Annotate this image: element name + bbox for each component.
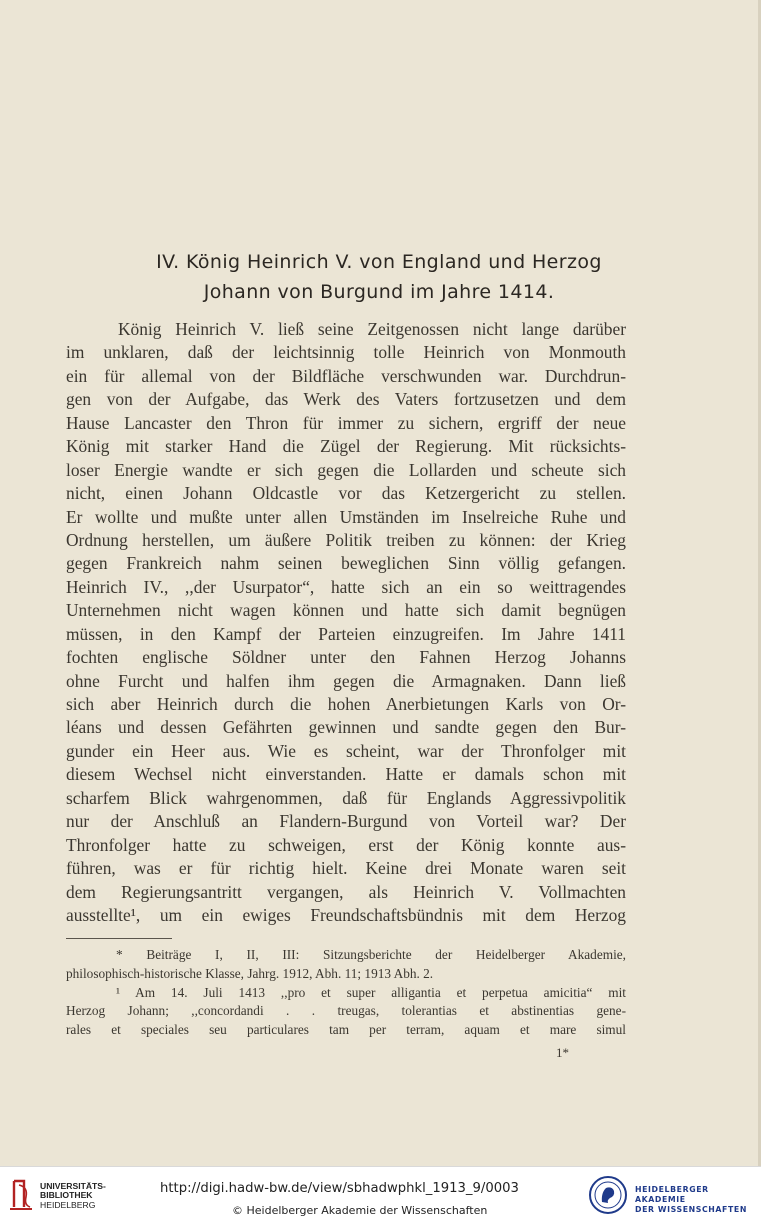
body-line: nur der Anschluß an Flandern-Burgund von Vorteil war? Der [66,811,626,832]
body-line: König mit starker Hand die Zügel der Regierung. Mit rücksichts- [66,436,626,457]
body-line: ein für allemal von der Bildfläche verschwunden war. Durchdrun- [66,365,626,386]
printer-signature: 1* [556,1045,569,1060]
university-library-name [40,1182,106,1210]
copyright-notice: © Heidelberger Akademie der Wissenschaften [232,1204,488,1217]
body-line: dem Regierungsantritt vergangen, als Heinrich V. Vollmachten [66,881,626,902]
body-line: Er wollte und mußte unter allen Umständen im Inselreiche Ruhe und [66,506,626,527]
footnote-line: philosophisch-historische Klasse, Jahrg. 1912, Abh. 11; 1913 Abh. 2. [66,965,434,981]
university-library-logo-icon[interactable] [6,1177,36,1213]
footnote-line: rales et speciales seu particulares tam per terram, aquam et mare simul [66,1022,626,1038]
academy-name [635,1185,761,1215]
body-line: führen, was er für richtig hielt. Keine drei Monate waren seit [66,858,626,879]
body-line: léans und dessen Gefährten gewinnen und sandte gegen den Bur- [66,717,626,738]
academy-seal-icon[interactable] [588,1175,628,1215]
body-line: diesem Wechsel nicht einverstanden. Hatte er damals schon mit [66,764,626,785]
body-line: loser Energie wandte er sich gegen die Lollarden und scheute sich [66,459,626,480]
body-line: Ordnung herstellen, um äußere Politik treiben zu können: der Krieg [66,529,626,550]
body-line: fochten englische Söldner unter den Fahnen Herzog Johanns [66,647,626,668]
footnotes [66,946,626,1040]
footnote-line: * Beiträge I, II, III: Sitzungsberichte der Heidelberger Akademie, [116,947,626,962]
viewer-footer [0,1166,761,1224]
body-line: gegen Frankreich nahm seinen beweglichen Sinn völlig gefangen. [66,553,626,574]
library-name-line: HEIDELBERG [40,1199,96,1210]
body-line: nicht, einen Johann Oldcastle vor das Ketzergericht zu stellen. [66,483,626,504]
body-line: ausstellte¹, um ein ewiges Freundschaftsbündnis mit dem Herzog [66,904,626,925]
body-line: Thronfolger hatte zu schweigen, erst der König konnte aus- [66,834,626,855]
body-line: scharfem Blick wahrgenommen, daß für Englands Aggressivpolitik [66,787,626,808]
chapter-heading-line-1: IV. König Heinrich V. von England und Herzog [156,251,602,273]
library-name-line: UNIVERSITÄTS- [40,1181,106,1191]
body-line: gen von der Aufgabe, das Werk des Vaters fortzusetzen und dem [66,389,626,410]
footnote-divider [66,938,172,939]
body-line: im unklaren, daß der leichtsinnig tolle Heinrich von Monmouth [66,342,626,363]
body-line: müssen, in den Kampf der Parteien einzugreifen. Im Jahre 1411 [66,623,626,644]
library-name-line: BIBLIOTHEK [40,1190,93,1201]
body-line: Hause Lancaster den Thron für immer zu sichern, ergriff der neue [66,412,626,433]
footnote-line: ¹ Am 14. Juli 1413 ,,pro et super alligantia et perpetua amicitia“ mit [116,984,626,1000]
academy-name-line: DER WISSENSCHAFTEN [635,1205,747,1214]
body-line: ohne Furcht und halfen ihm gegen die Armagnaken. Dann ließ [66,670,626,691]
permalink-url[interactable]: http://digi.hadw-bw.de/view/sbhadwphkl_1913_9/0003 [160,1181,519,1196]
body-line: Unternehmen nicht wagen können und hatte sich damit begnügen [66,600,626,621]
body-line: sich aber Heinrich durch die hohen Anerbietungen Karls von Or- [66,694,626,714]
footnote-line: Herzog Johann; ,,concordandi . . treugas, tolerantias et abstinentias gene- [66,1003,626,1019]
body-text [66,318,626,927]
body-line: Heinrich IV., ,,der Usurpator“, hatte sich an ein so weittragendes [66,576,626,597]
body-line: König Heinrich V. ließ seine Zeitgenossen nicht lange darüber [118,319,626,339]
body-line: gunder ein Heer aus. Wie es scheint, war der Thronfolger mit [66,740,626,761]
academy-name-line: HEIDELBERGER AKADEMIE [635,1185,709,1204]
chapter-heading-line-2: Johann von Burgund im Jahre 1414. [203,281,555,303]
